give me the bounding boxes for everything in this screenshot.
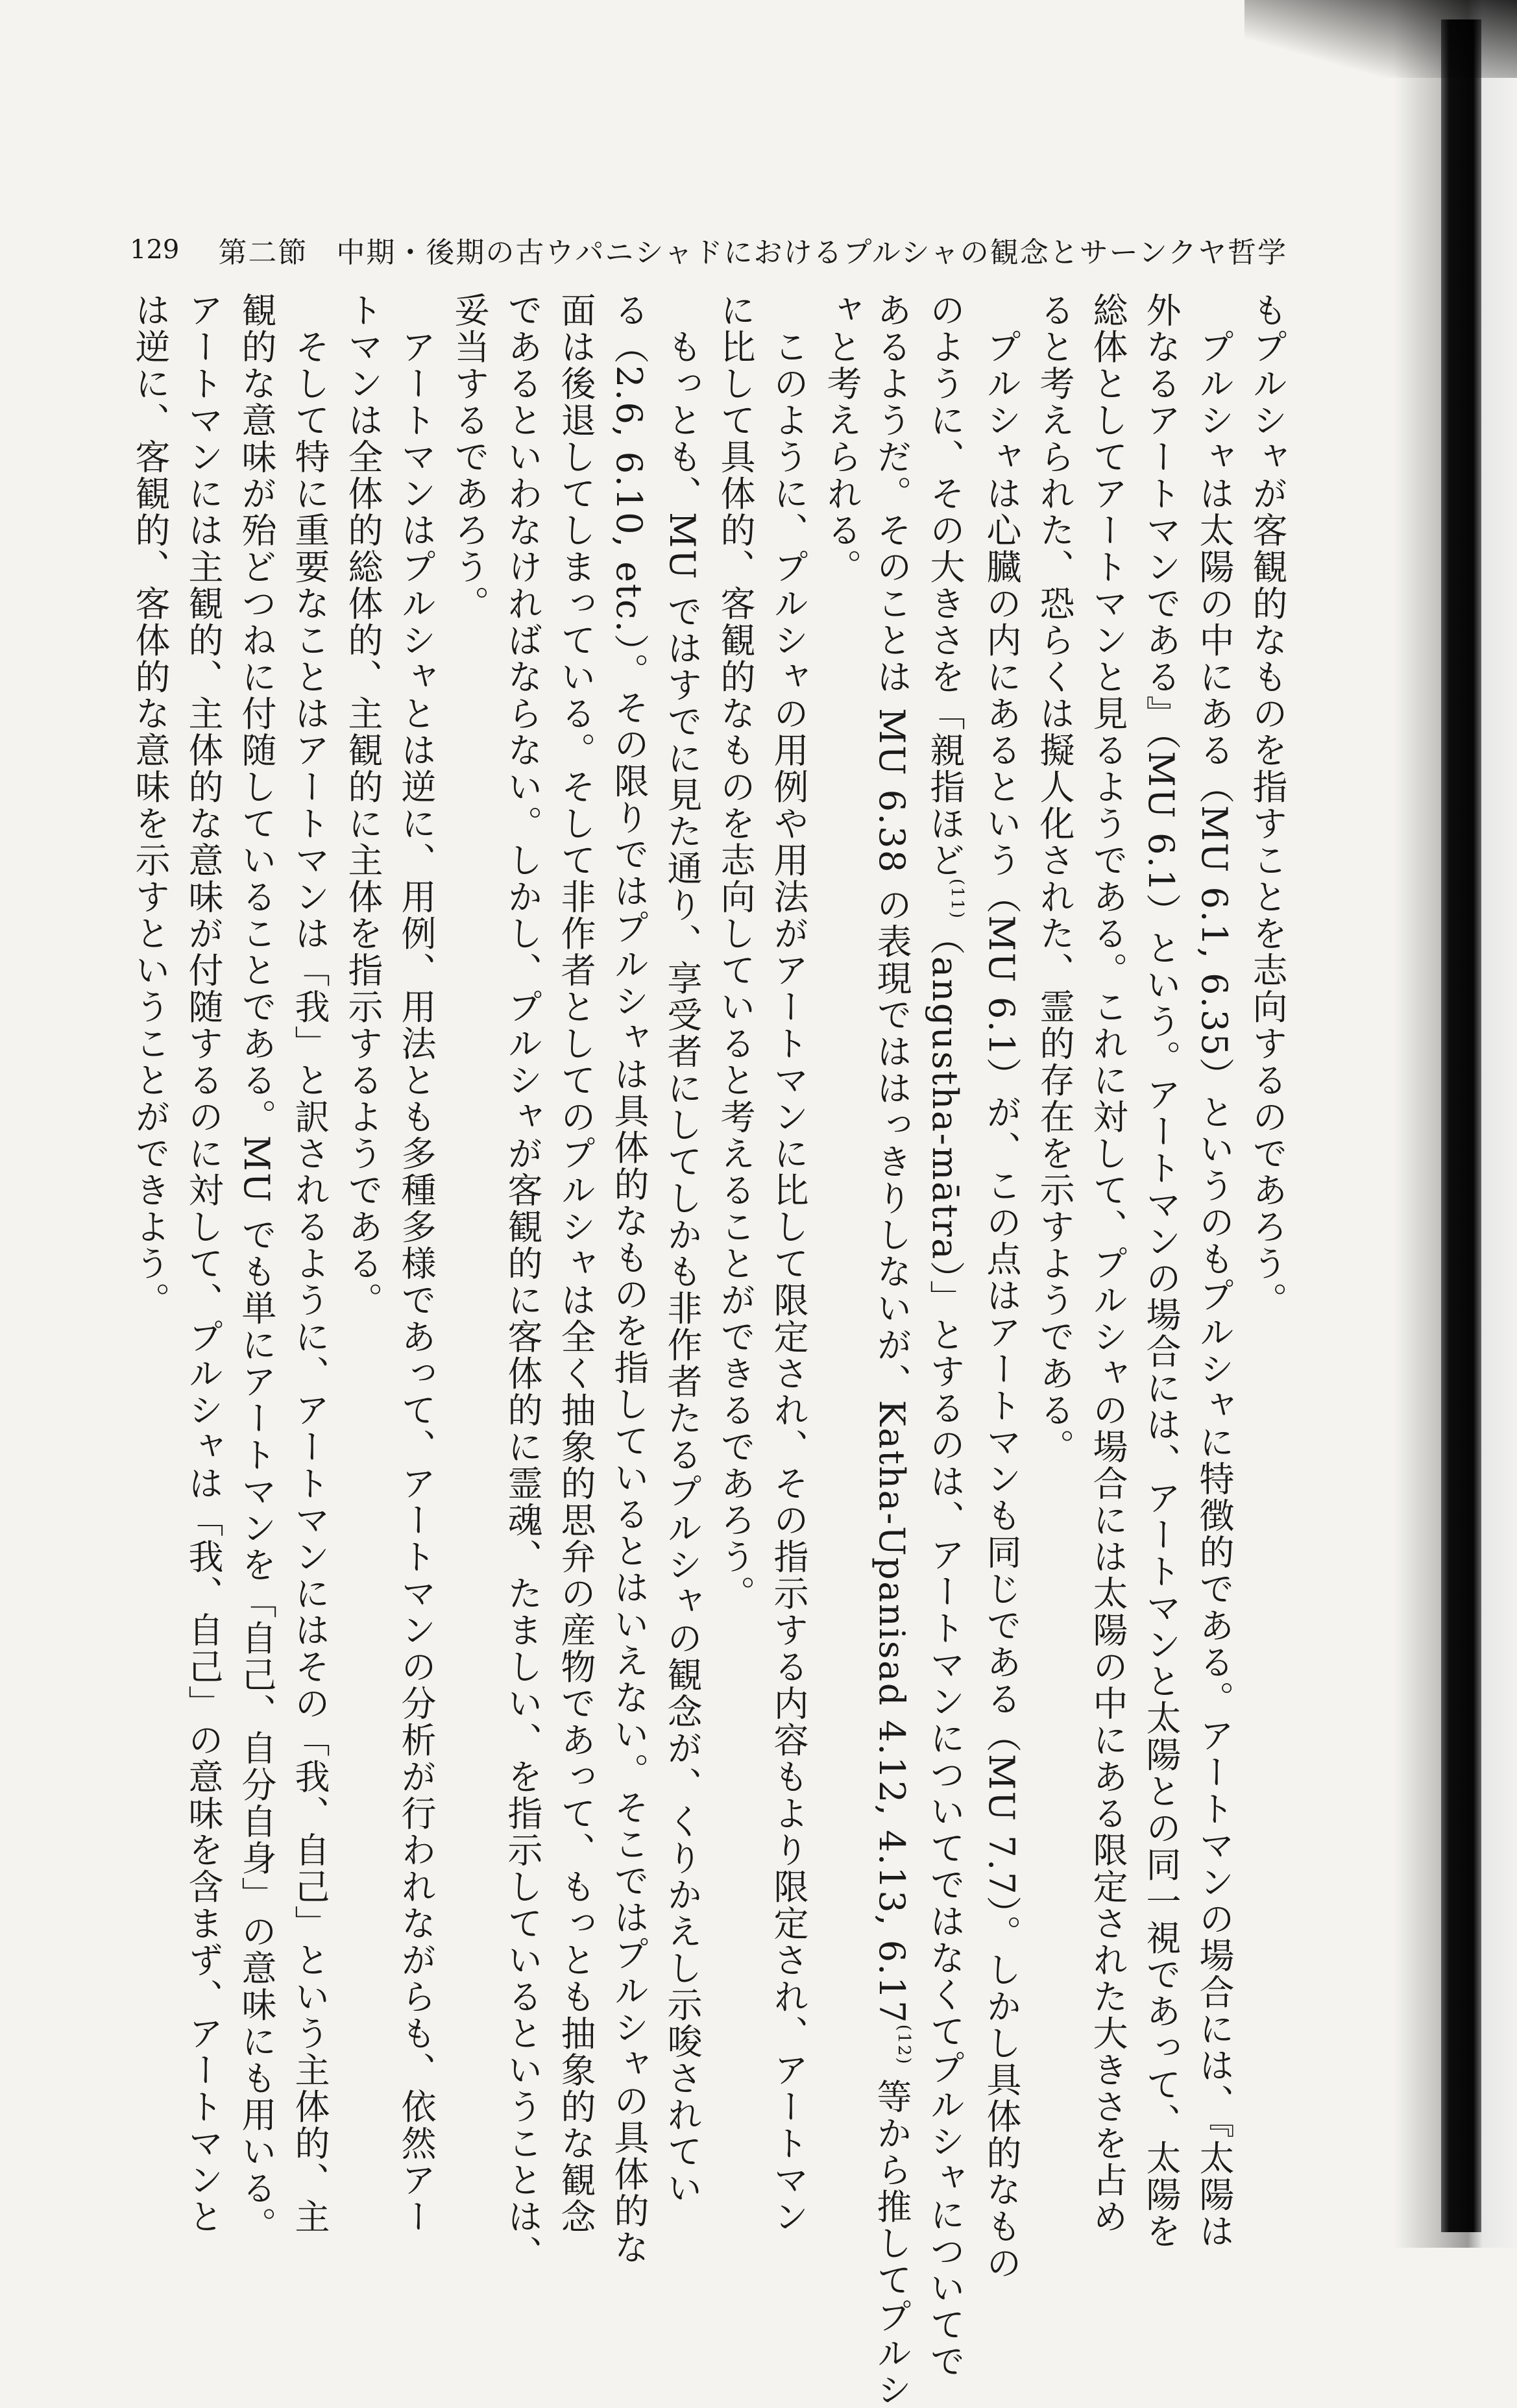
scan-corner-shadow [1244,0,1517,78]
text-line: 外なるアートマンである』（MU 6.1）という。アートマンの場合には、アートマンと太陽との同一視であって、太陽を [1141,292,1182,2250]
text-line: プルシャは心臓の内にあるという（MU 6.1）が、この点はアートマンも同じである（MU 7.7）。しかし具体的なもの [981,292,1022,2282]
text-line: 総体としてアートマンと見るようである。これに対して、プルシャの場合には太陽の中にある限定された大きさを占め [1087,292,1128,2235]
text-line: このように、プルシャの用例や用法がアートマンに比して限定され、その指示する内容もより限定され、アートマン [768,292,809,2235]
text-line: 観的な意味が殆どつねに付随していることである。MU でも単にアートマンを「自己、自分自身」の意味にも用いる。 [236,292,277,2243]
text-line: 面は後退してしまっている。そして非作者としてのプルシャは全く抽象的思弁の産物であって、もっとも抽象的な観念 [555,292,596,2235]
text-line: プルシャは太陽の中にある（MU 6.1, 6.35）というのもプルシャに特徴的である。アートマンの場合には、『太陽は [1194,292,1235,2250]
note-marker: (12) [894,2024,914,2066]
text-line: であるといわなければならない。しかし、プルシャが客観的に客体的に霊魂、たましい、を指示しているということは、 [502,292,543,2272]
note-marker: (11) [947,879,967,920]
text-line: ると考えられた、恐らくは擬人化された、霊的存在を示すようである。 [1034,292,1075,1465]
text-line: もっとも、MU ではすでに見た通り、享受者にしてしかも非作者たるプルシャの観念が、くりかえし示唆されてい [662,292,703,2207]
scan-binding-edge [1441,19,1481,2232]
text-line: アートマンはプルシャとは逆に、用例、用法とも多種多様であって、アートマンの分析が行われながらも、依然アー [396,292,437,2235]
text-line: は逆に、客観的、客体的な意味を示すということができよう。 [130,292,171,1319]
section-label: 第二節 [218,236,308,269]
text-line: そして特に重要なことはアートマンは「我」と訳されるように、アートマンにはその「我、自己」という主体的、主 [289,292,330,2235]
text-line: に比して具体的、客観的なものを志向していると考えることができるであろう。 [715,292,756,1612]
text-line: る（2.6, 6.10, etc.）。その限りではプルシャは具体的なものを指しているとはいえない。そこではプルシャの具体的な [609,292,649,2266]
text-line: トマンは全体的総体的、主観的に主体を指示するようである。 [343,292,383,1319]
text-line: 妥当するであろう。 [449,292,490,622]
text-line: ャと考えられる。 [821,292,862,585]
body-text [110,292,1288,2408]
chapter-title: 中期・後期の古ウパニシャドにおけるプルシャの観念とサーンクヤ哲学 [336,236,1287,269]
text-line-with-note-12: あるようだ。そのことは MU 6.38 の表現でははっきりしないが、Katha-Upanisad 4.12, 4.13, 6.17$^{(12)}$ 等から推してプルシ [871,292,914,2408]
page-number: 129 [130,235,180,265]
text-line: アートマンには主観的、主体的な意味が付随するのに対して、プルシャは「我、自己」の意味を含まず、アートマンと [183,292,224,2235]
text-line: もプルシャが客観的なものを指すことを志向するのであろう。 [1247,292,1288,1319]
text-line-with-note-11: のように、その大きさを「親指ほど$^{(11)}$（angustha-mātra）」とするのは、アートマンについてではなくてプルシャについてで [925,292,967,2380]
running-head [130,224,1287,276]
